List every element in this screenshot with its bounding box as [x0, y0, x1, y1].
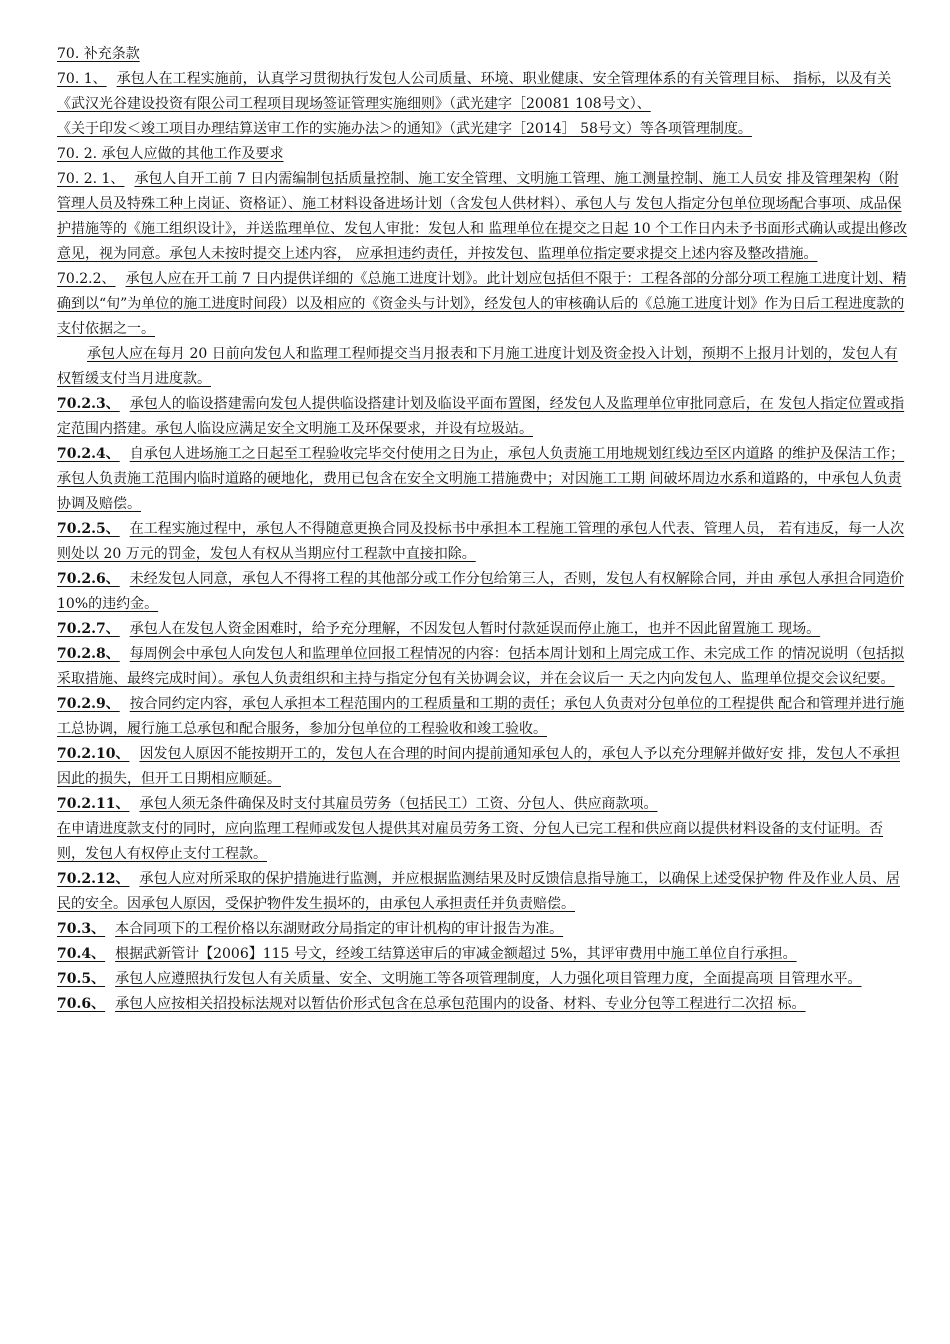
paragraph [57, 142, 909, 167]
clause-text: 承包人应遵照执行发包人有关质量、安全、文明施工等各项管理制度，人力强化项目管理力度，全面提高项 目管理水平。 [115, 971, 862, 987]
clause-text: 因发包人原因不能按期开工的，发包人在合理的时间内提前通知承包人的，承包人予以充分理解并做好安 排，发包人不承担因此的损失，但开工日期相应顺延。 [57, 746, 900, 787]
clause-text: 本合同项下的工程价格以东湖财政分局指定的审计机构的审计报告为准。 [115, 921, 564, 937]
clause-number: 70.2.6、 [57, 571, 120, 587]
paragraph [57, 942, 909, 967]
clause-number: 70.2.12、 [57, 871, 130, 887]
clause-text: 承包人的临设搭建需向发包人提供临设搭建计划及临设平面布置图，经发包人及监理单位审批同意后，在 发包人指定位置或指定范围内搭建。承包人临设应满足安全文明施工及环保要求，并设有垃圾站。 [57, 396, 905, 437]
paragraph [57, 917, 909, 942]
clause-number: 70.5、 [57, 971, 106, 987]
paragraph [57, 167, 909, 267]
paragraph [57, 792, 909, 817]
clause-text: 承包人应在开工前 7 日内提供详细的《总施工进度计划》。此计划应包括但不限于：工程各部的分部分项工程施工进度计划、精确到以“旬”为单位的施工进度时间段）以及相应的《资金头与计划》，经发包人的审核确认后的《总施工进度计划》作为日后工程进度款的支付依据之一。 [57, 271, 907, 337]
paragraph [57, 867, 909, 917]
clause-number: 70.2.3、 [57, 396, 120, 412]
clause-number: 70. 1、 [57, 71, 107, 87]
clause-text: 承包人在发包人资金困难时，给予充分理解，不因发包人暂时付款延误而停止施工，也并不因此留置施工 现场。 [129, 621, 821, 637]
paragraph [57, 567, 909, 617]
clause-text: 承包人应对所采取的保护措施进行监测，并应根据监测结果及时反馈信息指导施工，以确保上述受保护物 件及作业人员、居民的安全。因承包人原因，受保护物件发生损坏的，由承包人承担责任并负责赔偿。 [57, 871, 900, 912]
clause-text: 承包人应按相关招投标法规对以暂估价形式包含在总承包范围内的设备、材料、专业分包等工程进行二次招 标。 [115, 996, 806, 1012]
paragraph [57, 392, 909, 442]
paragraph [57, 967, 909, 992]
paragraph [57, 117, 909, 142]
clause-number: 70.2.5、 [57, 521, 120, 537]
paragraph [57, 517, 909, 567]
paragraph [57, 992, 909, 1017]
paragraph [57, 617, 909, 642]
clause-text: 承包人须无条件确保及时支付其雇员劳务（包括民工）工资、分包人、供应商款项。 [139, 796, 658, 812]
clause-text: 按合同约定内容，承包人承担本工程范围内的工程质量和工期的责任；承包人负责对分包单位的工程提供 配合和管理并进行施工总协调，履行施工总承包和配合服务，参加分包单位的工程验收和竣工验收。 [57, 696, 905, 737]
clause-number: 70.2.7、 [57, 621, 120, 637]
clause-text: 在申请进度款支付的同时，应向监理工程师或发包人提供其对雇员劳务工资、分包人已完工程和供应商以提供材料设备的支付证明。否则，发包人有权停止支付工程款。 [57, 821, 883, 862]
clause-text: 70. 补充条款 [57, 46, 140, 62]
clause-text: 70. 2. 承包人应做的其他工作及要求 [57, 146, 284, 162]
document-body [57, 42, 909, 1017]
paragraph [57, 442, 909, 517]
clause-text: 每周例会中承包人向发包人和监理单位回报工程情况的内容：包括本周计划和上周完成工作、未完成工作 的情况说明（包括拟采取措施、最终完成时间）。承包人负责组织和主持与指定分包有关协调会议，并在会议后一 天之内向发包人、监理单位提交会议纪要。 [57, 646, 905, 687]
paragraph [57, 42, 909, 67]
clause-number: 70. 2. 1、 [57, 171, 125, 187]
clause-number: 70.2.2、 [57, 271, 116, 287]
clause-text: 承包人在工程实施前，认真学习贯彻执行发包人公司质量、环境、职业健康、安全管理体系的有关管理目标、 指标，以及有关《武汉光谷建设投资有限公司工程项目现场签证管理实施细则》（武光建字［20081 108号文）、 [57, 71, 892, 112]
paragraph [57, 642, 909, 692]
clause-number: 70.6、 [57, 996, 106, 1012]
clause-number: 70.2.4、 [57, 446, 120, 462]
clause-text: 根据武新管计【2006】115 号文，经竣工结算送审后的审减金额超过 5%，其评审费用中施工单位自行承担。 [115, 946, 797, 962]
clause-text: 承包人应在每月 20 日前向发包人和监理工程师提交当月报表和下月施工进度计划及资金投入计划，预期不上报月计划的，发包人有权暂缓支付当月进度款。 [57, 346, 898, 387]
clause-text: 《关于印发＜竣工项目办理结算送审工作的实施办法＞的通知》（武光建字［2014］ 58号文）等各项管理制度。 [57, 121, 752, 137]
clause-text: 未经发包人同意，承包人不得将工程的其他部分或工作分包给第三人，否则，发包人有权解除合同，并由 承包人承担合同造价 10%的违约金。 [57, 571, 905, 612]
clause-text: 自承包人进场施工之日起至工程验收完毕交付使用之日为止，承包人负责施工用地规划红线边至区内道路 的维护及保洁工作；承包人负责施工范围内临时道路的硬地化，费用已包含在安全文明施工措施费中；对因施工工期 间破坏周边水系和道路的，中承包人负责协调及赔偿。 [57, 446, 905, 512]
clause-number: 70.2.8、 [57, 646, 120, 662]
paragraph [57, 692, 909, 742]
clause-number: 70.3、 [57, 921, 106, 937]
clause-number: 70.2.10、 [57, 746, 130, 762]
paragraph [57, 742, 909, 792]
clause-number: 70.4、 [57, 946, 106, 962]
clause-text: 承包人自开工前 7 日内需编制包括质量控制、施工安全管理、文明施工管理、施工测量控制、施工人员安 排及管理架构（附管理人员及特殊工种上岗证、资格证）、施工材料设备进场计划（含发包人供材料）、承包人与 发包人指定分包单位现场配合事项、成品保护措施等的《施工组织设计》，并送监理单位、发包人审批：发包人和 监理单位在提交之日起 10 个工作日内未予书面形式确认或提出修改意见，视为同意。承包人未按时提交上述内容， 应承担违约责任，并按发包、监理单位指定要求提交上述内容及整改措施。 [57, 171, 908, 262]
paragraph [57, 267, 909, 342]
paragraph [57, 342, 909, 392]
clause-text: 在工程实施过程中，承包人不得随意更换合同及投标书中承担本工程施工管理的承包人代表、管理人员， 若有违反，每一人次则处以 20 万元的罚金，发包人有权从当期应付工程款中直接扣除。 [57, 521, 905, 562]
paragraph [57, 817, 909, 867]
paragraph [57, 67, 909, 117]
clause-number: 70.2.9、 [57, 696, 120, 712]
clause-number: 70.2.11、 [57, 796, 130, 812]
